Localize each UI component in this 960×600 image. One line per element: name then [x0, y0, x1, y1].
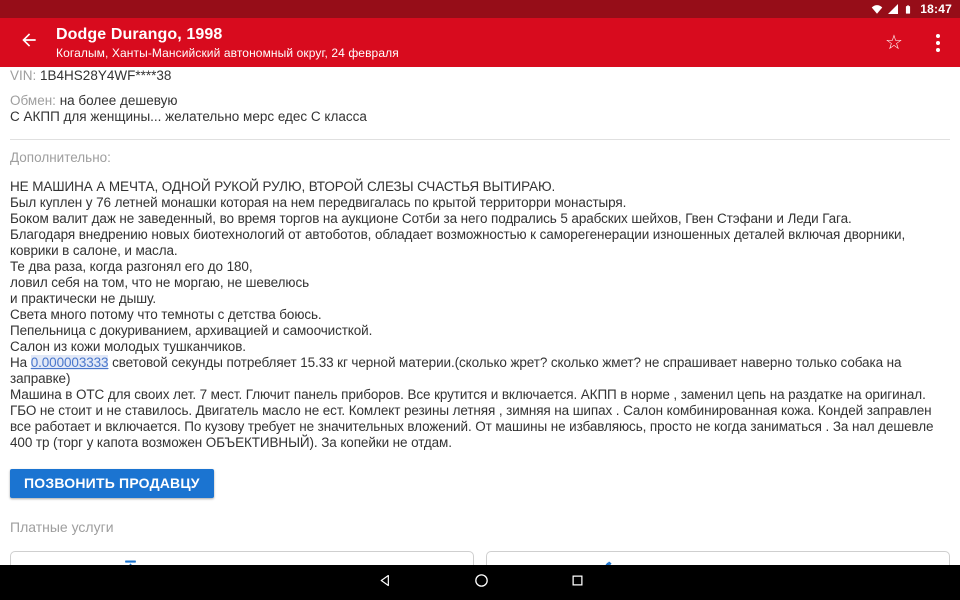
- wifi-icon: [871, 3, 883, 15]
- android-nav-bar: [0, 565, 960, 600]
- paid-services-label: Платные услуги: [10, 519, 114, 535]
- overflow-menu-button[interactable]: [916, 18, 960, 67]
- section-divider: [10, 139, 950, 140]
- listing-content: [0, 67, 960, 565]
- description-line: Боком валит даж не заведенный, во время торгов на аукционе Сотби за него подрались 5 арабских шейхов, Гвен Стэфани и Леди Гага.: [10, 211, 852, 226]
- status-time: 18:47: [920, 2, 952, 16]
- description-line: Благодаря внедрению новых биотехнологий от автоботов, обладает возможностью к саморегенерации изношенных деталей включая дворники, коврики в салоне, и масла.: [10, 227, 906, 258]
- battery-icon: [903, 3, 913, 16]
- vin-value: 1B4HS28Y4WF****38: [40, 68, 172, 83]
- exchange-label: Обмен:: [10, 93, 56, 108]
- status-bar: [0, 0, 960, 18]
- description-line: На 0.000003333 световой секунды потребляет 15.33 кг черной материи.(сколько жрет? сколько жмет? не спрашивает наверно только собака на заправке): [10, 355, 902, 386]
- exchange-note: С АКПП для женщины... желательно мерс едес С класса: [10, 109, 367, 124]
- exchange-block: [10, 93, 950, 125]
- description-line: и практически не дышу.: [10, 291, 156, 306]
- app-bar: [0, 18, 960, 67]
- additional-label: Дополнительно:: [10, 150, 111, 165]
- vin-row: [10, 68, 950, 83]
- back-arrow-icon: [19, 30, 39, 55]
- home-circle-icon: [473, 572, 490, 594]
- description-line: Был куплен у 76 летней монашки которая на нем передвигалась по крытой территорри монастыря.: [10, 195, 627, 210]
- recents-square-icon: [570, 573, 585, 593]
- nav-recents-button[interactable]: [563, 565, 591, 600]
- vin-label: VIN:: [10, 68, 37, 83]
- favorite-button[interactable]: [872, 18, 916, 67]
- exchange-value: на более дешевую: [59, 93, 178, 108]
- star-outline-icon: ☆: [885, 31, 903, 54]
- description-line: Салон из кожи молодых тушканчиков.: [10, 339, 246, 354]
- description-line: ловил себя на том, что не моргаю, не шевелюсь: [10, 275, 310, 290]
- nav-back-button[interactable]: [371, 565, 399, 600]
- back-triangle-icon: [377, 572, 394, 594]
- description-line: Машина в ОТС для своих лет. 7 мест. Глючит панель приборов. Все крутится и включается. АКПП в норме , заменил цепь на раздатке на оригинал. ГБО не стоит и не ставилось. Двигатель масло не ест. Комлект резины летняя , зимняя на шипах . Салон комбинированная кожа. Кондей заправлен все работает и включается. По кузову требует не значительных вложений. От машины не избавляюсь, просто не когда заниматься . За нал дешевле 400 тр (торг у капота возможен ОБЪЕКТИВНЫЙ). За копейки не отдам.: [10, 387, 934, 450]
- overflow-menu-icon: [936, 34, 940, 52]
- description-line: НЕ МАШИНА А МЕЧТА, ОДНОЙ РУКОЙ РУЛЮ, ВТОРОЙ СЛЕЗЫ СЧАСТЬЯ ВЫТИРАЮ.: [10, 179, 556, 194]
- page-title: Dodge Durango, 1998: [56, 26, 223, 43]
- inline-number-link[interactable]: 0.000003333: [30, 355, 109, 370]
- nav-home-button[interactable]: [467, 565, 495, 600]
- page-subtitle: Когалым, Ханты-Мансийский автономный округ, 24 февраля: [56, 46, 399, 60]
- description-line: Света много потому что темноты с детства боюсь.: [10, 307, 322, 322]
- back-button[interactable]: [0, 18, 56, 67]
- description-text: [10, 179, 950, 451]
- description-line: Те два раза, когда разгонял его до 180,: [10, 259, 253, 274]
- call-seller-button[interactable]: ПОЗВОНИТЬ ПРОДАВЦУ: [10, 469, 214, 498]
- cell-signal-icon: [887, 3, 899, 15]
- app-bar-titles: [56, 24, 872, 61]
- description-line: Пепельница с докуриванием, архивацией и самоочисткой.: [10, 323, 373, 338]
